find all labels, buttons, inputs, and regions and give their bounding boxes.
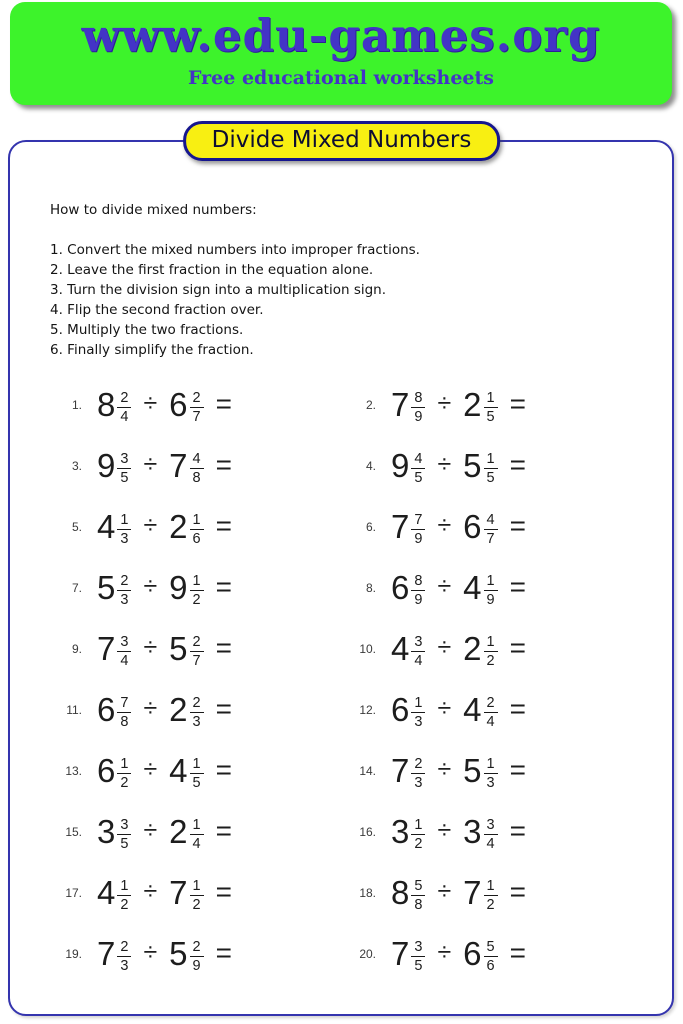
problem-number: 10. — [359, 641, 376, 656]
mixed-number-second — [169, 508, 203, 547]
mixed-number-first — [97, 752, 131, 791]
divide-sign: ÷ — [143, 694, 158, 722]
divide-sign: ÷ — [437, 450, 452, 478]
mixed-number-second — [169, 630, 203, 669]
fraction — [190, 390, 204, 425]
fraction-numerator: 2 — [190, 939, 204, 957]
whole-number: 6 — [463, 935, 482, 972]
fraction-numerator: 1 — [484, 878, 498, 896]
mixed-number-first — [97, 569, 131, 608]
mixed-number-first — [391, 691, 425, 730]
problem-item — [54, 618, 348, 679]
whole-number: 4 — [463, 569, 482, 606]
fraction-denominator: 8 — [120, 714, 129, 730]
equals-sign: = — [215, 692, 232, 724]
divide-sign: ÷ — [143, 633, 158, 661]
fraction-denominator: 7 — [486, 531, 495, 547]
fraction-denominator: 5 — [486, 409, 495, 425]
mixed-number-first — [391, 447, 425, 486]
fraction — [484, 939, 498, 974]
problems-grid — [50, 374, 642, 984]
instruction-step: 4. Flip the second fraction over. — [50, 302, 264, 318]
problem-item — [54, 435, 348, 496]
whole-number: 9 — [169, 569, 188, 606]
instructions-block — [50, 200, 642, 360]
whole-number: 4 — [97, 508, 116, 545]
fraction-numerator: 5 — [411, 878, 425, 896]
mixed-number-first — [97, 508, 131, 547]
fraction — [190, 512, 204, 547]
mixed-number-second — [169, 569, 203, 608]
fraction-numerator: 1 — [117, 878, 131, 896]
fraction-denominator: 3 — [120, 958, 129, 974]
divide-sign: ÷ — [437, 877, 452, 905]
whole-number: 7 — [169, 447, 188, 484]
fraction-denominator: 4 — [120, 653, 129, 669]
fraction-numerator: 7 — [411, 512, 425, 530]
fraction-denominator: 2 — [120, 775, 129, 791]
fraction — [484, 451, 498, 486]
whole-number: 5 — [463, 752, 482, 789]
whole-number: 4 — [97, 874, 116, 911]
fraction-numerator: 2 — [117, 573, 131, 591]
mixed-number-second — [463, 752, 497, 791]
fraction-denominator: 4 — [486, 836, 495, 852]
equals-sign: = — [215, 753, 232, 785]
problem-number: 2. — [365, 397, 376, 412]
fraction-denominator: 3 — [486, 775, 495, 791]
fraction-denominator: 9 — [486, 592, 495, 608]
mixed-number-first — [97, 935, 131, 974]
fraction-numerator: 1 — [484, 573, 498, 591]
divide-sign: ÷ — [143, 450, 158, 478]
fraction-numerator: 1 — [190, 573, 204, 591]
instructions-heading: How to divide mixed numbers: — [50, 202, 257, 218]
fraction — [484, 695, 498, 730]
fraction-numerator: 2 — [411, 756, 425, 774]
problem-item — [348, 557, 642, 618]
whole-number: 4 — [463, 691, 482, 728]
mixed-number-second — [463, 874, 497, 913]
mixed-number-second — [169, 386, 203, 425]
whole-number: 2 — [169, 813, 188, 850]
equals-sign: = — [509, 814, 526, 846]
problem-item — [348, 618, 642, 679]
problem-number: 6. — [365, 519, 376, 534]
problem-item — [54, 862, 348, 923]
problem-item — [348, 374, 642, 435]
fraction — [117, 573, 131, 608]
mixed-number-second — [169, 935, 203, 974]
fraction — [411, 390, 425, 425]
whole-number: 5 — [169, 935, 188, 972]
fraction — [117, 451, 131, 486]
fraction-denominator: 5 — [486, 470, 495, 486]
fraction-numerator: 8 — [411, 573, 425, 591]
equals-sign: = — [215, 509, 232, 541]
fraction-numerator: 1 — [411, 817, 425, 835]
fraction-numerator: 1 — [484, 634, 498, 652]
fraction-numerator: 2 — [190, 695, 204, 713]
fraction-denominator: 5 — [120, 470, 129, 486]
fraction-numerator: 4 — [484, 512, 498, 530]
fraction-numerator: 4 — [190, 451, 204, 469]
whole-number: 7 — [391, 508, 410, 545]
fraction — [190, 695, 204, 730]
mixed-number-second — [169, 874, 203, 913]
mixed-number-first — [97, 386, 131, 425]
mixed-number-first — [391, 813, 425, 852]
whole-number: 2 — [169, 508, 188, 545]
mixed-number-second — [169, 447, 203, 486]
worksheet-title-badge — [183, 121, 501, 161]
mixed-number-first — [97, 447, 131, 486]
fraction — [411, 512, 425, 547]
whole-number: 8 — [391, 874, 410, 911]
fraction — [411, 756, 425, 791]
fraction-denominator: 5 — [192, 775, 201, 791]
problem-item — [54, 679, 348, 740]
fraction-numerator: 1 — [484, 390, 498, 408]
equals-sign: = — [509, 875, 526, 907]
fraction — [411, 939, 425, 974]
equals-sign: = — [509, 936, 526, 968]
problem-number: 17. — [65, 885, 82, 900]
whole-number: 4 — [169, 752, 188, 789]
problem-number: 1. — [71, 397, 82, 412]
equals-sign: = — [215, 936, 232, 968]
problem-number: 8. — [365, 580, 376, 595]
site-url-text: www.edu-games.org — [81, 9, 601, 62]
fraction-numerator: 3 — [117, 817, 131, 835]
fraction-numerator: 3 — [117, 451, 131, 469]
site-banner — [10, 2, 672, 105]
fraction-numerator: 1 — [190, 512, 204, 530]
whole-number: 5 — [169, 630, 188, 667]
fraction — [484, 878, 498, 913]
divide-sign: ÷ — [437, 511, 452, 539]
whole-number: 5 — [463, 447, 482, 484]
whole-number: 7 — [97, 935, 116, 972]
whole-number: 7 — [169, 874, 188, 911]
fraction — [411, 634, 425, 669]
fraction-denominator: 2 — [192, 897, 201, 913]
fraction-denominator: 8 — [414, 897, 423, 913]
fraction-numerator: 4 — [411, 451, 425, 469]
fraction — [117, 390, 131, 425]
divide-sign: ÷ — [143, 755, 158, 783]
fraction — [484, 390, 498, 425]
mixed-number-second — [463, 935, 497, 974]
fraction-denominator: 2 — [120, 897, 129, 913]
fraction-numerator: 1 — [484, 451, 498, 469]
fraction-numerator: 5 — [484, 939, 498, 957]
problem-number: 5. — [71, 519, 82, 534]
fraction — [117, 695, 131, 730]
mixed-number-first — [391, 874, 425, 913]
fraction-numerator: 1 — [190, 817, 204, 835]
fraction-numerator: 1 — [190, 878, 204, 896]
whole-number: 6 — [391, 691, 410, 728]
whole-number: 7 — [463, 874, 482, 911]
equals-sign: = — [509, 753, 526, 785]
equals-sign: = — [509, 509, 526, 541]
mixed-number-first — [391, 752, 425, 791]
fraction — [411, 451, 425, 486]
mixed-number-second — [463, 691, 497, 730]
divide-sign: ÷ — [143, 511, 158, 539]
equals-sign: = — [509, 692, 526, 724]
equals-sign: = — [215, 875, 232, 907]
mixed-number-first — [391, 935, 425, 974]
divide-sign: ÷ — [437, 938, 452, 966]
fraction-denominator: 5 — [120, 836, 129, 852]
fraction-denominator: 6 — [486, 958, 495, 974]
instruction-step: 2. Leave the first fraction in the equation alone. — [50, 262, 374, 278]
divide-sign: ÷ — [143, 816, 158, 844]
equals-sign: = — [215, 387, 232, 419]
whole-number: 7 — [391, 752, 410, 789]
fraction — [411, 695, 425, 730]
fraction — [117, 756, 131, 791]
fraction-numerator: 1 — [484, 756, 498, 774]
mixed-number-second — [463, 569, 497, 608]
fraction-denominator: 7 — [192, 653, 201, 669]
fraction-denominator: 3 — [120, 592, 129, 608]
fraction-numerator: 1 — [117, 756, 131, 774]
fraction — [411, 878, 425, 913]
fraction — [484, 756, 498, 791]
mixed-number-first — [97, 691, 131, 730]
fraction-denominator: 4 — [192, 836, 201, 852]
fraction-denominator: 2 — [414, 836, 423, 852]
fraction — [117, 817, 131, 852]
fraction-numerator: 1 — [411, 695, 425, 713]
mixed-number-first — [391, 630, 425, 669]
problem-number: 18. — [359, 885, 376, 900]
fraction-denominator: 5 — [414, 958, 423, 974]
whole-number: 3 — [391, 813, 410, 850]
whole-number: 2 — [463, 630, 482, 667]
equals-sign: = — [509, 387, 526, 419]
problem-item — [54, 557, 348, 618]
whole-number: 4 — [391, 630, 410, 667]
problem-number: 9. — [71, 641, 82, 656]
mixed-number-second — [463, 508, 497, 547]
problem-item — [54, 923, 348, 984]
worksheet-body — [8, 140, 674, 1016]
problem-item — [54, 374, 348, 435]
equals-sign: = — [509, 570, 526, 602]
fraction-denominator: 9 — [192, 958, 201, 974]
fraction-denominator: 5 — [414, 470, 423, 486]
fraction-denominator: 2 — [486, 653, 495, 669]
problem-number: 14. — [359, 763, 376, 778]
fraction-numerator: 3 — [484, 817, 498, 835]
fraction — [190, 756, 204, 791]
fraction — [190, 817, 204, 852]
whole-number: 9 — [97, 447, 116, 484]
equals-sign: = — [509, 448, 526, 480]
fraction-denominator: 9 — [414, 592, 423, 608]
problem-item — [348, 923, 642, 984]
fraction-numerator: 1 — [117, 512, 131, 530]
whole-number: 9 — [391, 447, 410, 484]
instruction-step: 3. Turn the division sign into a multiplication sign. — [50, 282, 387, 298]
problem-item — [54, 496, 348, 557]
equals-sign: = — [215, 570, 232, 602]
fraction — [411, 573, 425, 608]
problem-item — [348, 862, 642, 923]
problem-item — [348, 435, 642, 496]
fraction-numerator: 3 — [411, 939, 425, 957]
problem-number: 12. — [359, 702, 376, 717]
fraction-denominator: 3 — [414, 714, 423, 730]
whole-number: 6 — [391, 569, 410, 606]
whole-number: 6 — [97, 691, 116, 728]
fraction — [411, 817, 425, 852]
instruction-step: 1. Convert the mixed numbers into improper fractions. — [50, 242, 420, 258]
fraction — [190, 878, 204, 913]
fraction-denominator: 9 — [414, 409, 423, 425]
fraction-denominator: 4 — [486, 714, 495, 730]
whole-number: 7 — [391, 386, 410, 423]
fraction — [190, 634, 204, 669]
problem-item — [348, 801, 642, 862]
equals-sign: = — [509, 631, 526, 663]
divide-sign: ÷ — [437, 755, 452, 783]
fraction — [484, 573, 498, 608]
problem-number: 20. — [359, 946, 376, 961]
fraction — [190, 939, 204, 974]
whole-number: 5 — [97, 569, 116, 606]
fraction — [190, 451, 204, 486]
problem-number: 3. — [71, 458, 82, 473]
instruction-step: 6. Finally simplify the fraction. — [50, 342, 254, 358]
fraction-denominator: 3 — [120, 531, 129, 547]
problem-item — [348, 740, 642, 801]
whole-number: 8 — [97, 386, 116, 423]
fraction-numerator: 7 — [117, 695, 131, 713]
whole-number: 6 — [463, 508, 482, 545]
fraction-denominator: 3 — [414, 775, 423, 791]
fraction-numerator: 1 — [190, 756, 204, 774]
whole-number: 3 — [97, 813, 116, 850]
fraction — [117, 512, 131, 547]
whole-number: 2 — [463, 386, 482, 423]
equals-sign: = — [215, 448, 232, 480]
equals-sign: = — [215, 814, 232, 846]
fraction-numerator: 2 — [117, 939, 131, 957]
fraction-denominator: 6 — [192, 531, 201, 547]
fraction-denominator: 4 — [414, 653, 423, 669]
fraction — [190, 573, 204, 608]
mixed-number-second — [463, 630, 497, 669]
mixed-number-first — [391, 569, 425, 608]
divide-sign: ÷ — [437, 694, 452, 722]
problem-number: 4. — [365, 458, 376, 473]
site-tagline: Free educational worksheets — [187, 67, 494, 89]
fraction — [484, 817, 498, 852]
problem-number: 7. — [71, 580, 82, 595]
mixed-number-second — [169, 813, 203, 852]
mixed-number-first — [391, 386, 425, 425]
mixed-number-second — [169, 691, 203, 730]
fraction — [117, 939, 131, 974]
fraction-numerator: 3 — [411, 634, 425, 652]
mixed-number-second — [463, 386, 497, 425]
problem-number: 13. — [65, 763, 82, 778]
problem-number: 15. — [65, 824, 82, 839]
fraction-denominator: 7 — [192, 409, 201, 425]
fraction-denominator: 2 — [192, 592, 201, 608]
divide-sign: ÷ — [143, 572, 158, 600]
fraction-numerator: 2 — [484, 695, 498, 713]
mixed-number-first — [97, 630, 131, 669]
problem-number: 19. — [65, 946, 82, 961]
mixed-number-second — [463, 447, 497, 486]
mixed-number-second — [169, 752, 203, 791]
fraction-denominator: 2 — [486, 897, 495, 913]
fraction-denominator: 9 — [414, 531, 423, 547]
fraction — [117, 878, 131, 913]
mixed-number-first — [391, 508, 425, 547]
fraction-denominator: 3 — [192, 714, 201, 730]
fraction-numerator: 2 — [190, 634, 204, 652]
problem-item — [54, 740, 348, 801]
divide-sign: ÷ — [143, 938, 158, 966]
whole-number: 7 — [391, 935, 410, 972]
divide-sign: ÷ — [437, 389, 452, 417]
fraction-denominator: 8 — [192, 470, 201, 486]
mixed-number-first — [97, 874, 131, 913]
problem-item — [348, 679, 642, 740]
problem-item — [348, 496, 642, 557]
mixed-number-second — [463, 813, 497, 852]
fraction-denominator: 4 — [120, 409, 129, 425]
problem-item — [54, 801, 348, 862]
whole-number: 7 — [97, 630, 116, 667]
divide-sign: ÷ — [437, 572, 452, 600]
fraction-numerator: 8 — [411, 390, 425, 408]
whole-number: 3 — [463, 813, 482, 850]
divide-sign: ÷ — [437, 633, 452, 661]
divide-sign: ÷ — [143, 389, 158, 417]
fraction-numerator: 2 — [117, 390, 131, 408]
mixed-number-first — [97, 813, 131, 852]
equals-sign: = — [215, 631, 232, 663]
divide-sign: ÷ — [143, 877, 158, 905]
whole-number: 2 — [169, 691, 188, 728]
whole-number: 6 — [169, 386, 188, 423]
fraction-numerator: 3 — [117, 634, 131, 652]
fraction — [484, 512, 498, 547]
whole-number: 6 — [97, 752, 116, 789]
worksheet-title: Divide Mixed Numbers — [211, 127, 472, 153]
problem-number: 11. — [66, 702, 82, 717]
fraction-numerator: 2 — [190, 390, 204, 408]
divide-sign: ÷ — [437, 816, 452, 844]
fraction — [117, 634, 131, 669]
problem-number: 16. — [359, 824, 376, 839]
fraction — [484, 634, 498, 669]
instruction-step: 5. Multiply the two fractions. — [50, 322, 244, 338]
